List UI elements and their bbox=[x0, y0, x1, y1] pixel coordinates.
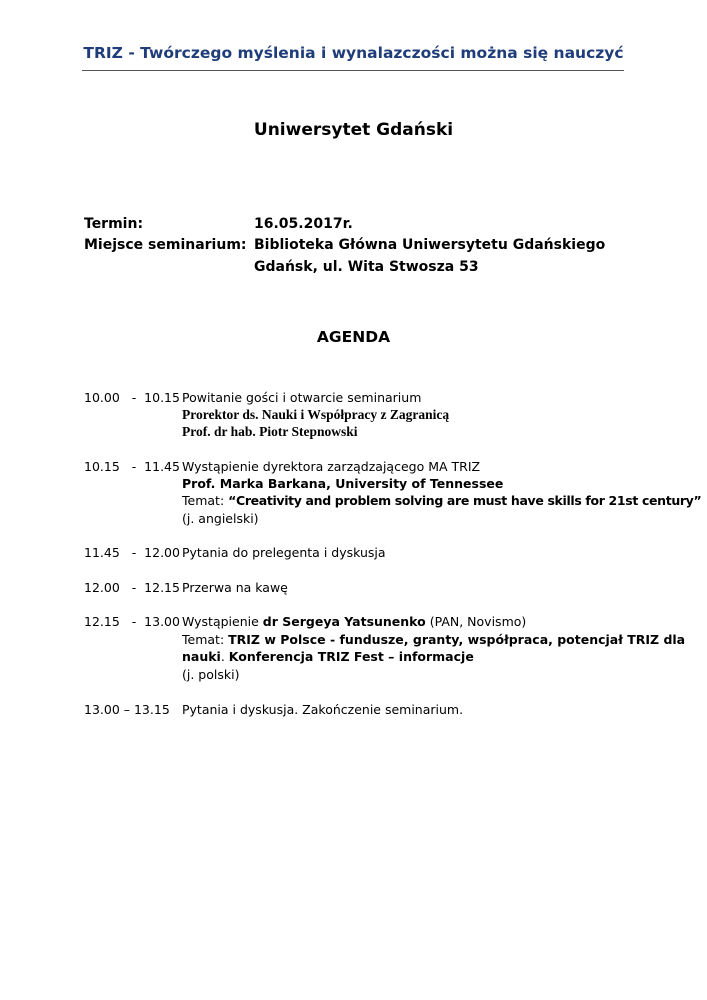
agenda-title-pre-5: Wystąpienie bbox=[182, 614, 263, 629]
header-divider bbox=[82, 70, 624, 71]
agenda-title-post-5: (PAN, Novismo) bbox=[425, 614, 527, 629]
agenda-lang-2: (j. angielski) bbox=[182, 511, 259, 526]
agenda-time-6: 13.00 – 13.15 bbox=[84, 702, 170, 717]
agenda-time-2: 10.15 - 11.45 bbox=[84, 459, 180, 474]
miejsce-label: Miejsce seminarium: bbox=[84, 237, 247, 253]
agenda-speaker-2: Prof. Marka Barkana, University of Tennessee bbox=[182, 476, 504, 491]
university-name: Uniwersytet Gdański bbox=[253, 120, 454, 140]
agenda-topic-cont-5 bbox=[182, 649, 474, 664]
agenda-title-5 bbox=[182, 614, 526, 629]
agenda-topic-2 bbox=[182, 493, 701, 508]
agenda-lang-5: (j. polski) bbox=[182, 667, 240, 682]
agenda-title-1: Powitanie gości i otwarcie seminarium bbox=[182, 390, 422, 405]
agenda-time-4: 12.00 - 12.15 bbox=[84, 580, 180, 595]
miejsce-line2: Gdańsk, ul. Wita Stwosza 53 bbox=[254, 259, 479, 275]
agenda-title-4: Przerwa na kawę bbox=[182, 580, 288, 595]
agenda-title: AGENDA bbox=[316, 328, 391, 346]
agenda-topic-5 bbox=[182, 632, 685, 647]
agenda-title-2: Wystąpienie dyrektora zarządzającego MA TRIZ bbox=[182, 459, 481, 474]
agenda-speaker-1b: Prof. dr hab. Piotr Stepnowski bbox=[182, 424, 358, 439]
agenda-speaker-1a: Prorektor ds. Nauki i Współpracy z Zagranicą bbox=[182, 407, 450, 422]
agenda-topic-part1-5: TRIZ w Polsce - fundusze, granty, współpraca, potencjał TRIZ dla bbox=[228, 632, 686, 647]
agenda-title-3: Pytania do prelegenta i dyskusja bbox=[182, 545, 386, 560]
agenda-time-5: 12.15 - 13.00 bbox=[84, 614, 180, 629]
agenda-time-3: 11.45 - 12.00 bbox=[84, 545, 180, 560]
agenda-title-6: Pytania i dyskusja. Zakończenie seminarium. bbox=[182, 702, 464, 717]
agenda-topic-sep-5: . bbox=[220, 649, 229, 664]
agenda-topic-part3-5: Konferencja TRIZ Fest – informacje bbox=[228, 649, 474, 664]
termin-value: 16.05.2017r. bbox=[254, 216, 353, 232]
agenda-time-1: 10.00 - 10.15 bbox=[84, 390, 180, 405]
agenda-topic-label-5: Temat: bbox=[182, 632, 229, 647]
agenda-topic-label-2: Temat: bbox=[182, 493, 229, 508]
agenda-speaker-5: dr Sergeya Yatsunenko bbox=[262, 614, 426, 629]
miejsce-line1: Biblioteka Główna Uniwersytetu Gdańskiego bbox=[254, 237, 606, 253]
agenda-topic-text-2: “Creativity and problem solving are must have skills for 21st century” bbox=[228, 493, 702, 508]
agenda-topic-part2-5: nauki bbox=[182, 649, 221, 664]
termin-label: Termin: bbox=[84, 216, 144, 232]
page-header-title: TRIZ - Twórczego myślenia i wynalazczości można się nauczyć bbox=[83, 44, 624, 62]
